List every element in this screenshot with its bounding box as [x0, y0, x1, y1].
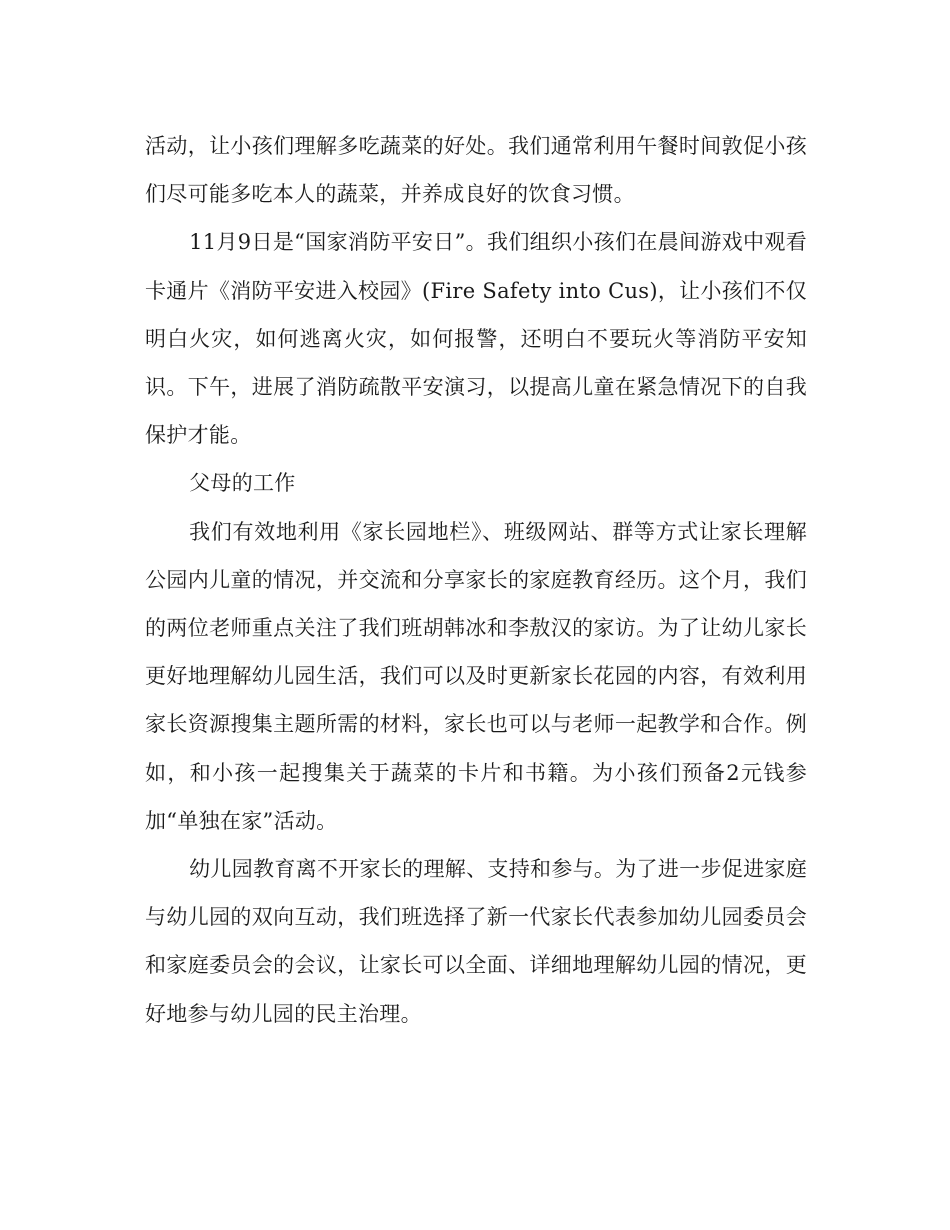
paragraph-vegetable-activity: 活动，让小孩们理解多吃蔬菜的好处。我们通常利用午餐时间敦促小孩们尽可能多吃本人的蔬菜，并养成良好的饮食习惯。	[145, 134, 807, 207]
paragraph-parent-communication: 我们有效地利用《家长园地栏》、班级网站、群等方式让家长理解公园内儿童的情况，并交流和分享家长的家庭教育经历。这个月，我们的两位老师重点关注了我们班胡韩冰和李敖汉的家访。为了让幼儿家长更好地理解幼儿园生活，我们可以及时更新家长花园的内容，有效利用家长资源搜集主题所需的材料，家长也可以与老师一起教学和合作。例如，和小孩一起搜集关于蔬菜的卡片和书籍。为小孩们预备2元钱参加“单独在家”活动。	[145, 519, 807, 833]
document-body	[145, 122, 807, 1038]
paragraph-fire-safety-day: 11月9日是“国家消防平安日”。我们组织小孩们在晨间游戏中观看卡通片《消防平安进入校园》(Fire Safety into Cus)，让小孩们不仅明白火灾，如何逃离火灾，如何报警，还明白不要玩火等消防平安知识。下午，进展了消防疏散平安演习，以提高儿童在紧急情况下的自我保护才能。	[145, 230, 807, 448]
paragraph-parent-participation: 幼儿园教育离不开家长的理解、支持和参与。为了进一步促进家庭与幼儿园的双向互动，我们班选择了新一代家长代表参加幼儿园委员会和家庭委员会的会议，让家长可以全面、详细地理解幼儿园的情况，更好地参与幼儿园的民主治理。	[145, 857, 807, 1026]
section-heading-parents-work: 父母的工作	[189, 471, 296, 496]
